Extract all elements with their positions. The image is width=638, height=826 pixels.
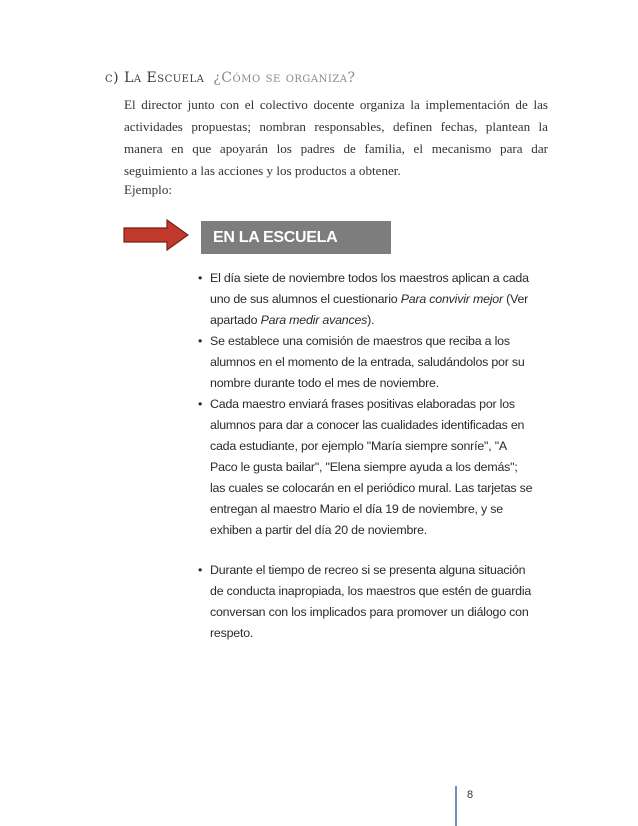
page-number: 8 <box>455 786 473 826</box>
red-arrow-shape <box>124 220 188 250</box>
ejemplo-label: Ejemplo: <box>124 182 173 197</box>
bullet-text: Se establece una comisión de maestros que reciba a los alumnos en el momento de la entrada, saludándolos por su nombre durante todo el mes de noviembre. <box>210 334 525 390</box>
bullet-text: Durante el tiempo de recreo si se presenta alguna situación de conducta inapropiada, los maestros que estén de guardia conversan con los implicados para promover un diálogo con respeto. <box>210 563 532 640</box>
list-item <box>196 394 536 541</box>
section-heading-lead: c) La Escuela <box>105 70 205 86</box>
body-paragraph: El director junto con el colectivo docente organiza la implementación de las actividades propuestas; nombran responsables, definen fechas, plantean la manera en que apoyarán los padres de familia, el mecanismo para dar seguimiento a las acciones y los productos a obtener. <box>124 97 548 178</box>
red-arrow-icon <box>123 219 189 251</box>
bullet-icon: • <box>198 334 203 348</box>
section-heading-question: ¿Cómo se organiza? <box>213 70 356 86</box>
figure-banner <box>201 221 391 254</box>
bullet-italic-title: Para convivir mejor <box>400 292 503 306</box>
list-item <box>196 560 536 644</box>
section-heading <box>105 70 356 86</box>
bullet-text-end: ). <box>367 313 375 327</box>
bullet-text: El día siete de noviembre todos los maestros aplican a cada uno de sus alumnos el cuestionario <box>210 271 529 306</box>
bullet-italic-ref: Para medir avances <box>260 313 368 327</box>
figure-bullet-list <box>196 268 536 644</box>
figure-banner-title: EN LA ESCUELA <box>213 229 338 246</box>
bullet-text-cont: (Ver apartado <box>210 292 529 327</box>
list-item <box>196 268 536 331</box>
bullet-icon: • <box>198 563 203 577</box>
bullet-text: Cada maestro enviará frases positivas elaboradas por los alumnos para dar a conocer las cualidades identificadas en cada estudiante, por ejemplo "María siempre sonríe", "A Paco le gusta bailar", "Elena siempre ayuda a los demás"; las cuales se colocarán en el periódico mural. Las tarjetas se entregan al maestro Mario el día 19 de noviembre, y se exhiben a partir del día 20 de noviembre. <box>210 397 533 537</box>
bullet-icon: • <box>198 397 203 411</box>
bullet-icon: • <box>198 271 203 285</box>
list-item <box>196 331 536 394</box>
